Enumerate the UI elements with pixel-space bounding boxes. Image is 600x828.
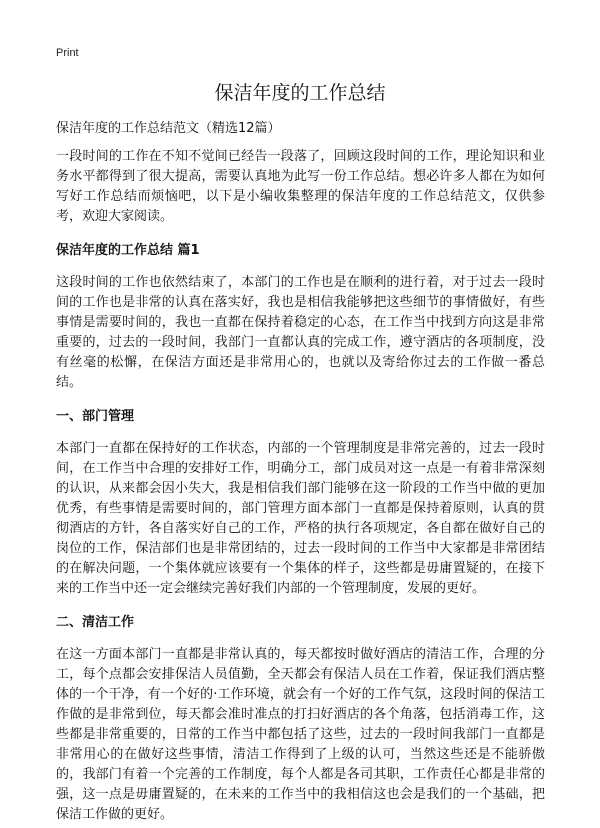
- print-button[interactable]: Print: [56, 47, 79, 59]
- section-title: 保洁年度的工作总结 篇1: [56, 243, 200, 258]
- spacer: [56, 633, 545, 645]
- section-intro-paragraph: 这段时间的工作也依然结束了，本部门的工作也是在顺利的进行着，对于过去一段时间的工作也是非常的认真在落实好，我也是相信我能够把这些细节的事情做好，有些事情是需要时间的，我也一直都在保持着稳定的心态，在工作当中找到方向这是非常重要的，过去的一段时间，我部门一直都认真的完成工作，遵守酒店的各项制度，没有丝毫的松懈，在保洁方面还是非常用心的，也就以及寄给你过去的工作做一番总结。: [56, 275, 545, 390]
- intro-paragraph: 一段时间的工作在不知不觉间已经告一段落了，回顾这段时间的工作，理论知识和业务水平都得到了很大提高，需要认真地为此写一份工作总结。想必许多人都在为如何写好工作总结而烦恼吧，以下是小编收集整理的保洁年度的工作总结范文，仅供参考，欢迎大家阅读。: [56, 149, 545, 224]
- spacer: [56, 227, 545, 241]
- document-body: [56, 119, 545, 825]
- heading-department-management: 一、部门管理: [56, 409, 135, 424]
- spacer: [56, 261, 545, 273]
- spacer: [56, 427, 545, 439]
- document-title: 保洁年度的工作总结: [214, 82, 386, 104]
- heading-cleaning-work: 二、清洁工作: [56, 615, 135, 630]
- department-management-paragraph: 本部门一直都在保持好的工作状态，内部的一个管理制度是非常完善的，过去一段时间，在工作当中合理的安排好工作，明确分工，部门成员对这一点是一有着非常深刻的认识，从来都会因小失大，我是相信我们部门能够在这一阶段的工作当中做的更加优秀，有些事情是需要时间的，部门管理方面本部门一直都是保持着原则，认真的贯彻酒店的方针，各自落实好自己的工作，严格的执行各项规定，各自都在做好自己的岗位的工作，保洁部们也是非常团结的，过去一段时间的工作当中大家都是非常团结的在解决问题，一个集体就应该要有一个集体的样子，这些都是毋庸置疑的，在接下来的工作当中还一定会继续完善好我们内部的一个管理制度，发展的更好。: [56, 441, 545, 596]
- spacer: [56, 393, 545, 407]
- cleaning-work-paragraph: 在这一方面本部门一直都是非常认真的，每天都按时做好酒店的清洁工作，合理的分工，每个点都会安排保洁人员值勤，全天都会有保洁人员在工作着，保证我们酒店整体的一个干净，有一个好的·工作环境，就会有一个好的工作气氛，这段时间的保洁工作做的是非常到位，每天都会准时准点的打扫好酒店的各个角落，包括消毒工作，这些都是非常重要的，日常的工作当中都包括了这些，过去的一段时间我部门一直都是非常用心的在做好这些事情，清洁工作得到了上级的认可，当然这些还是不能骄傲的，我部门有着一个完善的工作制度，每个人都是各司其职，工作责任心都是非常的强，这一点是毋庸置疑的，在未来的工作当中的我相信这也会是我们的一个基础，把保洁工作做的更好。: [56, 647, 545, 822]
- document-subtitle: 保洁年度的工作总结范文（精选12篇）: [56, 121, 281, 136]
- spacer: [56, 599, 545, 613]
